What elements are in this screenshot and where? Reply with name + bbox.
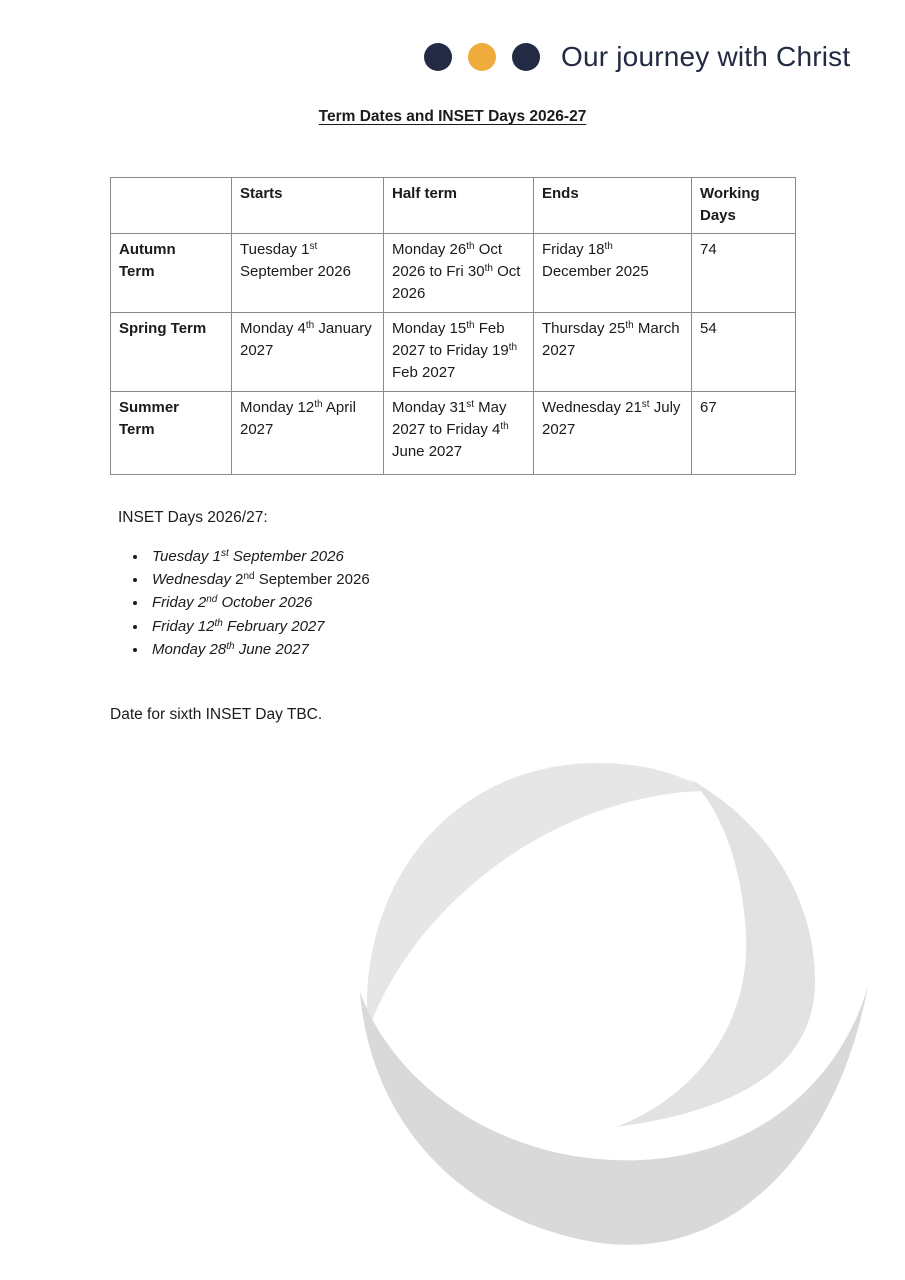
inset-day-item: • Monday 28th June 2027 [148,638,370,661]
column-header-working-days: Working Days [692,178,796,234]
watermark-right-swoosh [616,779,815,1127]
inset-day-item: • Friday 12th February 2027 [148,615,370,638]
column-header-empty [111,178,232,234]
logo-dot-navy-left-icon [424,43,452,71]
starts-cell: Monday 4th January 2027 [232,313,384,392]
term-name-cell: Summer Term [111,392,232,475]
ends-cell: Friday 18th December 2025 [534,234,692,313]
inset-day-item: • Tuesday 1st September 2026 [148,545,370,568]
half-term-cell: Monday 31st May 2027 to Friday 4th June 2027 [384,392,534,475]
term-dates-table [110,177,796,475]
half-term-cell: Monday 26th Oct 2026 to Fri 30th Oct 2026 [384,234,534,313]
column-header-half-term: Half term [384,178,534,234]
logo-dots [424,43,540,71]
column-header-starts: Starts [232,178,384,234]
table-header-row [111,178,796,234]
table-row-spring-term [111,313,796,392]
ends-cell: Wednesday 21st July 2027 [534,392,692,475]
working-days-cell: 67 [692,392,796,475]
starts-cell: Tuesday 1st September 2026 [232,234,384,313]
watermark-top-swoosh [367,763,708,1030]
inset-days-list [122,545,370,661]
logo-dot-navy-right-icon [512,43,540,71]
term-name-cell: Autumn Term [111,234,232,313]
brand-text: Our journey with Christ [561,41,851,72]
inset-days-heading: INSET Days 2026/27: [118,509,268,526]
inset-day-item: • Friday 2nd October 2026 [148,591,370,614]
table-row-autumn-term [111,234,796,313]
term-name-cell: Spring Term [111,313,232,392]
tbc-note: Date for sixth INSET Day TBC. [110,706,323,723]
working-days-cell: 74 [692,234,796,313]
column-header-ends: Ends [534,178,692,234]
inset-day-item: • Wednesday 2nd September 2026 [148,568,370,591]
brand-header [424,41,850,73]
ends-cell: Thursday 25th March 2027 [534,313,692,392]
table-row-summer-term [111,392,796,475]
logo-dot-orange-icon [468,43,496,71]
half-term-cell: Monday 15th Feb 2027 to Friday 19th Feb 2027 [384,313,534,392]
working-days-cell: 54 [692,313,796,392]
page-title: Term Dates and INSET Days 2026-27 [318,108,587,125]
starts-cell: Monday 12th April 2027 [232,392,384,475]
